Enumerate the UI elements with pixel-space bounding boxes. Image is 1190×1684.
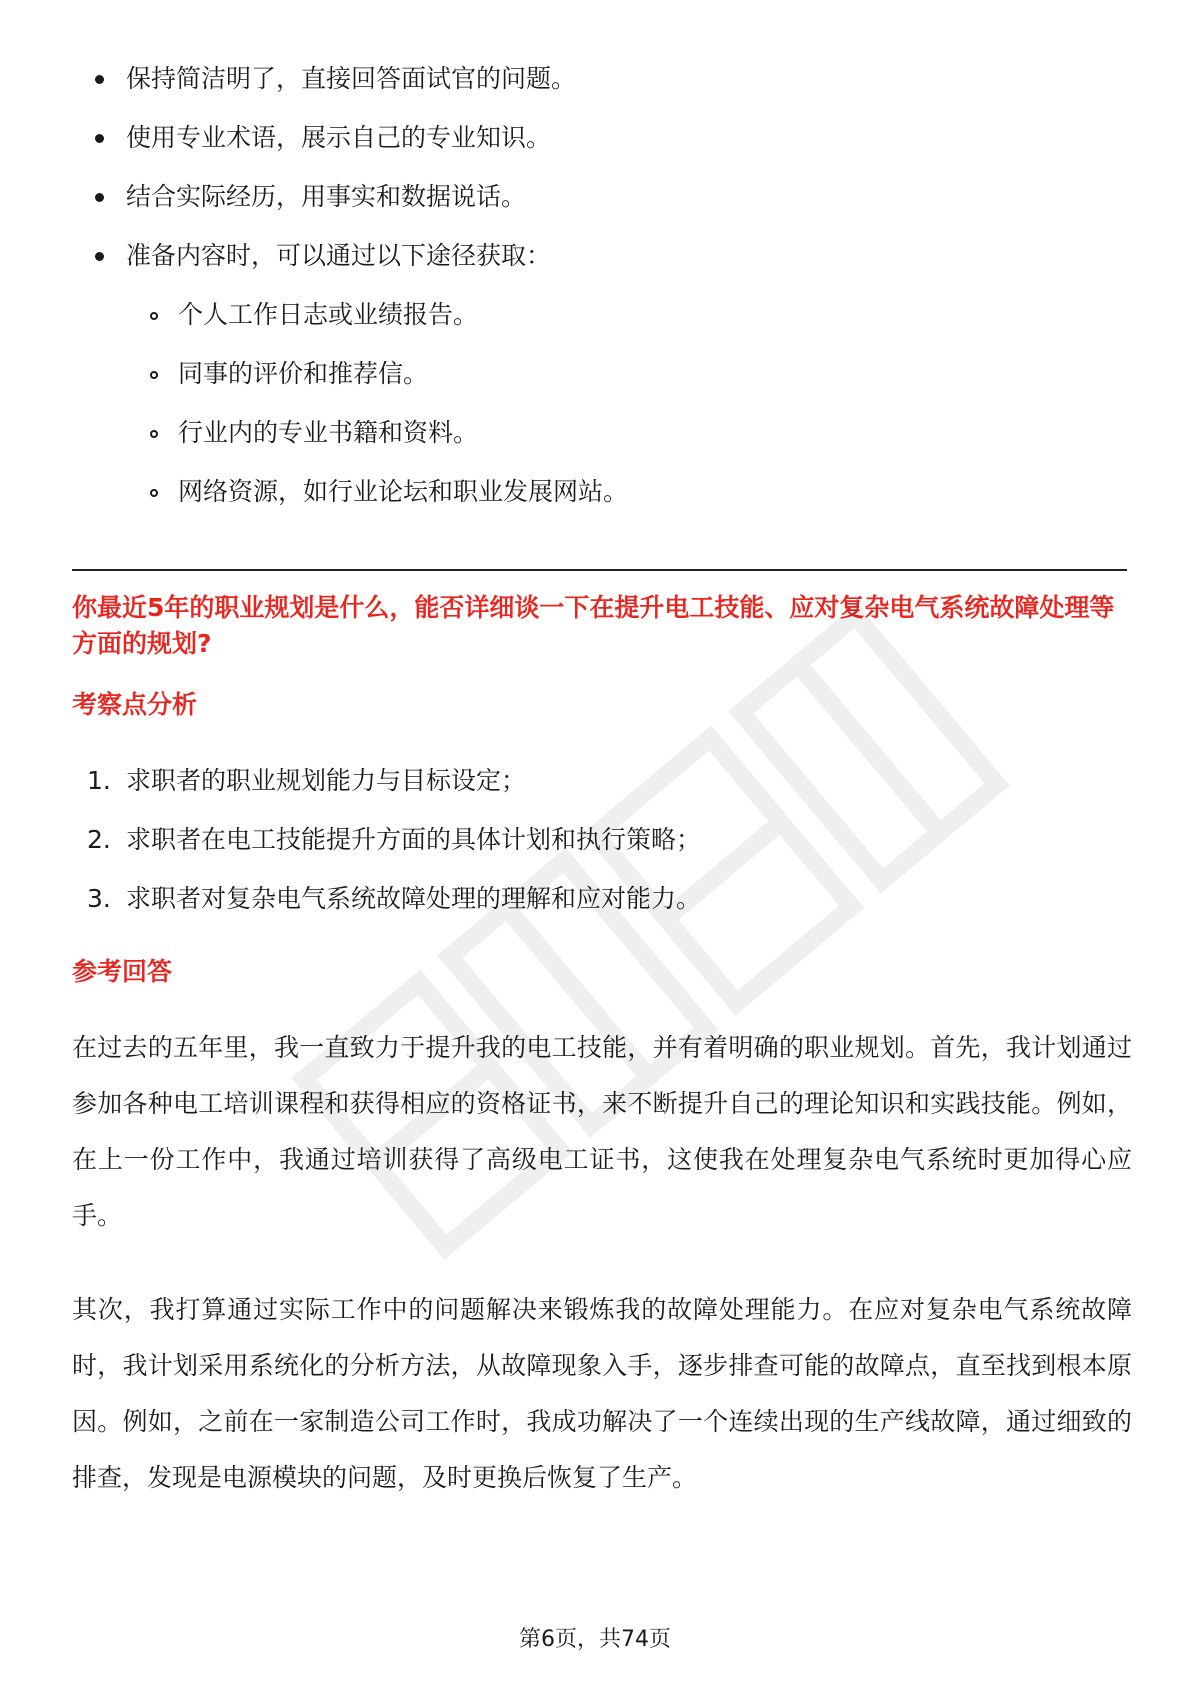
analysis-heading: 考察点分析 xyxy=(72,690,198,719)
sub-bullet-circle-icon xyxy=(150,430,158,438)
answer-paragraph: 在过去的五年里，我一直致力于提升我的电工技能，并有着明确的职业规划。首先，我计划通过参加各种电工培训课程和获得相应的资格证书，来不断提升自己的理论知识和实践技能。例如，在上一份工作中，我通过培训获得了高级电工证书，这使我在处理复杂电气系统时更加得心应手。 xyxy=(72,1033,1132,1230)
list-number: 2. xyxy=(87,825,111,854)
sub-bullet-item: 网络资源，如行业论坛和职业发展网站。 xyxy=(178,477,629,506)
bullet-dot-icon xyxy=(95,193,104,202)
analysis-item: 求职者的职业规划能力与目标设定； xyxy=(126,766,527,795)
bullet-item: 使用专业术语，展示自己的专业知识。 xyxy=(126,123,552,152)
answer-paragraph: 其次，我打算通过实际工作中的问题解决来锻炼我的故障处理能力。在应对复杂电气系统故障时，我计划采用系统化的分析方法，从故障现象入手，逐步排查可能的故障点，直至找到根本原因。例如，之前在一家制造公司工作时，我成功解决了一个连续出现的生产线故障，通过细致的排查，发现是电源模块的问题，及时更换后恢复了生产。 xyxy=(72,1295,1132,1492)
bullet-item: 结合实际经历，用事实和数据说话。 xyxy=(126,182,527,211)
sub-bullet-item: 行业内的专业书籍和资料。 xyxy=(178,418,479,447)
sub-bullet-circle-icon xyxy=(150,371,158,379)
section-divider xyxy=(72,569,1127,571)
sub-bullet-item: 个人工作日志或业绩报告。 xyxy=(178,300,479,329)
bullet-dot-icon xyxy=(95,75,104,84)
page-footer: 第6页，共74页 xyxy=(519,1627,671,1652)
sub-bullet-circle-icon xyxy=(150,489,158,497)
bullet-item: 保持简洁明了，直接回答面试官的问题。 xyxy=(126,64,577,93)
sub-bullet-circle-icon xyxy=(150,312,158,320)
sub-bullet-item: 同事的评价和推荐信。 xyxy=(178,359,429,388)
analysis-item: 求职者对复杂电气系统故障处理的理解和应对能力。 xyxy=(126,884,702,913)
analysis-item: 求职者在电工技能提升方面的具体计划和执行策略； xyxy=(126,825,702,854)
bullet-item: 准备内容时，可以通过以下途径获取： xyxy=(126,241,552,270)
question-heading: 你最近5年的职业规划是什么，能否详细谈一下在提升电工技能、应对复杂电气系统故障处理等方面的规划? xyxy=(72,593,1115,658)
answer-heading: 参考回答 xyxy=(72,957,173,986)
list-number: 1. xyxy=(87,766,111,795)
bullet-dot-icon xyxy=(95,252,104,261)
bullet-dot-icon xyxy=(95,134,104,143)
list-number: 3. xyxy=(87,884,111,913)
